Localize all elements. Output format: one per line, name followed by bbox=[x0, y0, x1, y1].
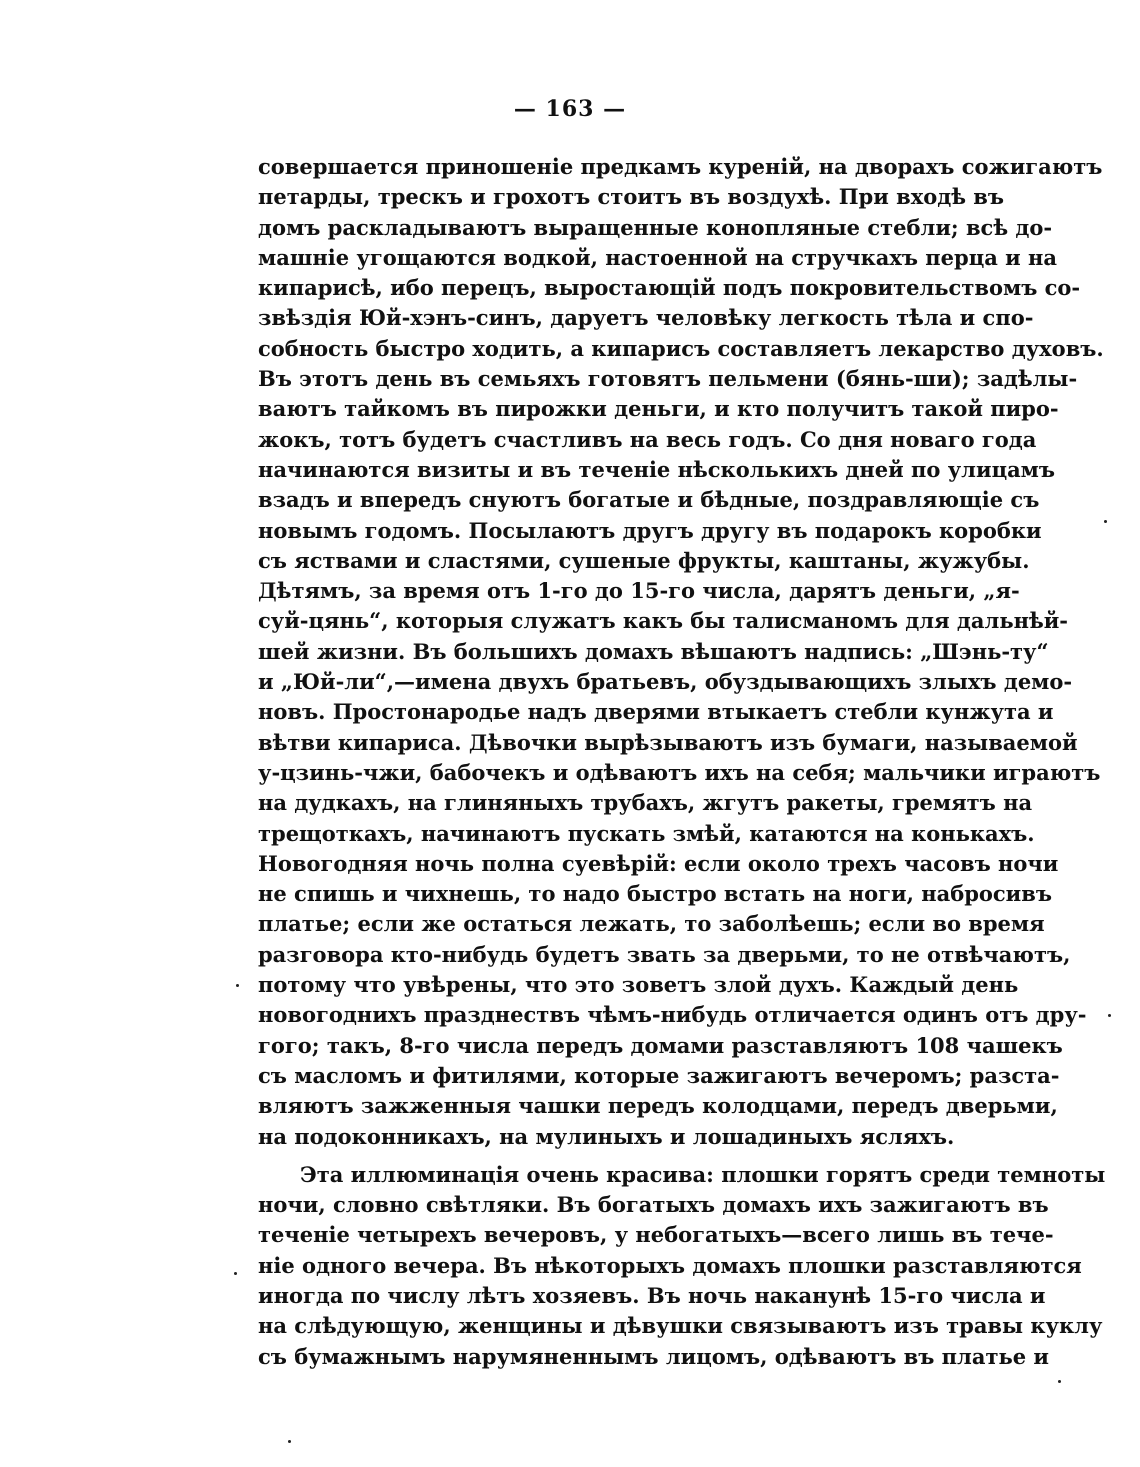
text-line: на дудкахъ, на глиняныхъ трубахъ, жгутъ ракеты, гремятъ на bbox=[258, 790, 1033, 816]
text-line: шей жизни. Въ большихъ домахъ вѣшаютъ надпись: „Шэнь-ту“ bbox=[258, 638, 1049, 664]
text-line: теченіе четырехъ вечеровъ, у небогатыхъ—всего лишь въ тече- bbox=[258, 1222, 1054, 1248]
text-line: потому что увѣрены, что это зоветъ злой духъ. Каждый день bbox=[258, 972, 1019, 998]
page-number: — 163 — bbox=[513, 96, 627, 122]
text-line: совершается приношеніе предкамъ куреній, на дворахъ сожигаютъ bbox=[258, 154, 1103, 179]
text-line: Въ этотъ день въ семьяхъ готовятъ пельмени (бянь-ши); задѣлы- bbox=[258, 366, 1078, 392]
text-line: на подоконникахъ, на мулиныхъ и лошадиныхъ ясляхъ. bbox=[258, 1123, 955, 1149]
paragraph-gap bbox=[258, 1152, 998, 1160]
print-speck bbox=[236, 984, 239, 987]
text-line: взадъ и впередъ снуютъ богатые и бѣдные, поздравляющіе съ bbox=[258, 487, 1040, 513]
text-line: новымъ годомъ. Посылаютъ другъ другу въ подарокъ коробки bbox=[258, 517, 1042, 543]
text-line: Новогодняя ночь полна суевѣрій: если около трехъ часовъ ночи bbox=[258, 850, 1059, 876]
text-line: на слѣдующую, женщины и дѣвушки связываютъ изъ травы куклу bbox=[258, 1313, 1103, 1339]
text-line: новогоднихъ празднествъ чѣмъ-нибудь отличается одинъ отъ дру- bbox=[258, 1002, 1087, 1028]
text-line: домъ раскладываютъ выращенные конопляные стебли; всѣ до- bbox=[258, 214, 1053, 240]
paragraph-2 bbox=[258, 1160, 1106, 1372]
text-line: суй-цянь“, которыя служатъ какъ бы талисманомъ для дальнѣй- bbox=[258, 608, 1069, 634]
text-line: вляютъ зажженныя чашки передъ колодцами, передъ дверьми, bbox=[258, 1093, 1058, 1119]
text-line: ночи, словно свѣтляки. Въ богатыхъ домахъ ихъ зажигаютъ въ bbox=[258, 1192, 1049, 1218]
text-line: начинаются визиты и въ теченіе нѣсколькихъ дней по улицамъ bbox=[258, 456, 1056, 482]
text-line: съ яствами и сластями, сушеные фрукты, каштаны, жужубы. bbox=[258, 547, 1030, 573]
text-line: новъ. Простонародье надъ дверями втыкаетъ стебли кунжута и bbox=[258, 699, 1054, 725]
text-line: машніе угощаются водкой, настоенной на стручкахъ перца и на bbox=[258, 244, 1057, 270]
text-line: Эта иллюминація очень красива: плошки горятъ среди темноты bbox=[300, 1161, 1106, 1187]
text-line: Дѣтямъ, за время отъ 1-го до 15-го числа, дарятъ деньги, „я- bbox=[258, 578, 1020, 604]
text-line: жокъ, тотъ будетъ счастливъ на весь годъ. Со дня новаго года bbox=[258, 426, 1037, 452]
text-line: съ бумажнымъ нарумяненнымъ лицомъ, одѣваютъ въ платье и bbox=[258, 1343, 1049, 1369]
print-speck bbox=[288, 1440, 291, 1443]
print-speck bbox=[1108, 1014, 1111, 1017]
text-line: ніе одного вечера. Въ нѣкоторыхъ домахъ плошки разставляются bbox=[258, 1252, 1082, 1278]
text-line: иногда по числу лѣтъ хозяевъ. Въ ночь наканунѣ 15-го числа и bbox=[258, 1282, 1046, 1308]
text-line: петарды, трескъ и грохотъ стоитъ въ воздухѣ. При входѣ въ bbox=[258, 184, 1005, 210]
print-speck bbox=[1058, 1380, 1061, 1383]
text-line: не спишь и чихнешь, то надо быстро встать на ноги, набросивъ bbox=[258, 881, 1052, 907]
text-line: кипарисѣ, ибо перецъ, выростающій подъ покровительствомъ со- bbox=[258, 275, 1081, 301]
print-speck bbox=[1104, 520, 1107, 523]
text-line: вѣтви кипариса. Дѣвочки вырѣзываютъ изъ бумаги, называемой bbox=[258, 729, 1078, 755]
text-line: гого; такъ, 8-го числа передъ домами разставляютъ 108 чашекъ bbox=[258, 1032, 1063, 1058]
text-line: трещоткахъ, начинаютъ пускать змѣй, катаются на конькахъ. bbox=[258, 820, 1035, 846]
text-line: и „Юй-ли“,—имена двухъ братьевъ, обуздывающихъ злыхъ демо- bbox=[258, 669, 1073, 695]
text-line: разговора кто-нибудь будетъ звать за дверьми, то не отвѣчаютъ, bbox=[258, 941, 1071, 967]
paragraph-1 bbox=[258, 152, 1104, 1152]
print-speck bbox=[234, 1272, 237, 1275]
text-line: платье; если же остаться лежать, то заболѣешь; если во время bbox=[258, 911, 1045, 937]
text-line: съ масломъ и фитилями, которые зажигаютъ вечеромъ; разста- bbox=[258, 1062, 1060, 1088]
text-line: собность быстро ходить, а кипарисъ составляетъ лекарство духовъ. bbox=[258, 335, 1104, 361]
text-line: ваютъ тайкомъ въ пирожки деньги, и кто получитъ такой пиро- bbox=[258, 396, 1059, 422]
body-text bbox=[258, 152, 1106, 1372]
text-line: у-цзинь-чжи, бабочекъ и одѣваютъ ихъ на себя; мальчики играютъ bbox=[258, 759, 1101, 785]
text-line: звѣздія Юй-хэнъ-синъ, даруетъ человѣку легкость тѣла и спо- bbox=[258, 305, 1034, 331]
